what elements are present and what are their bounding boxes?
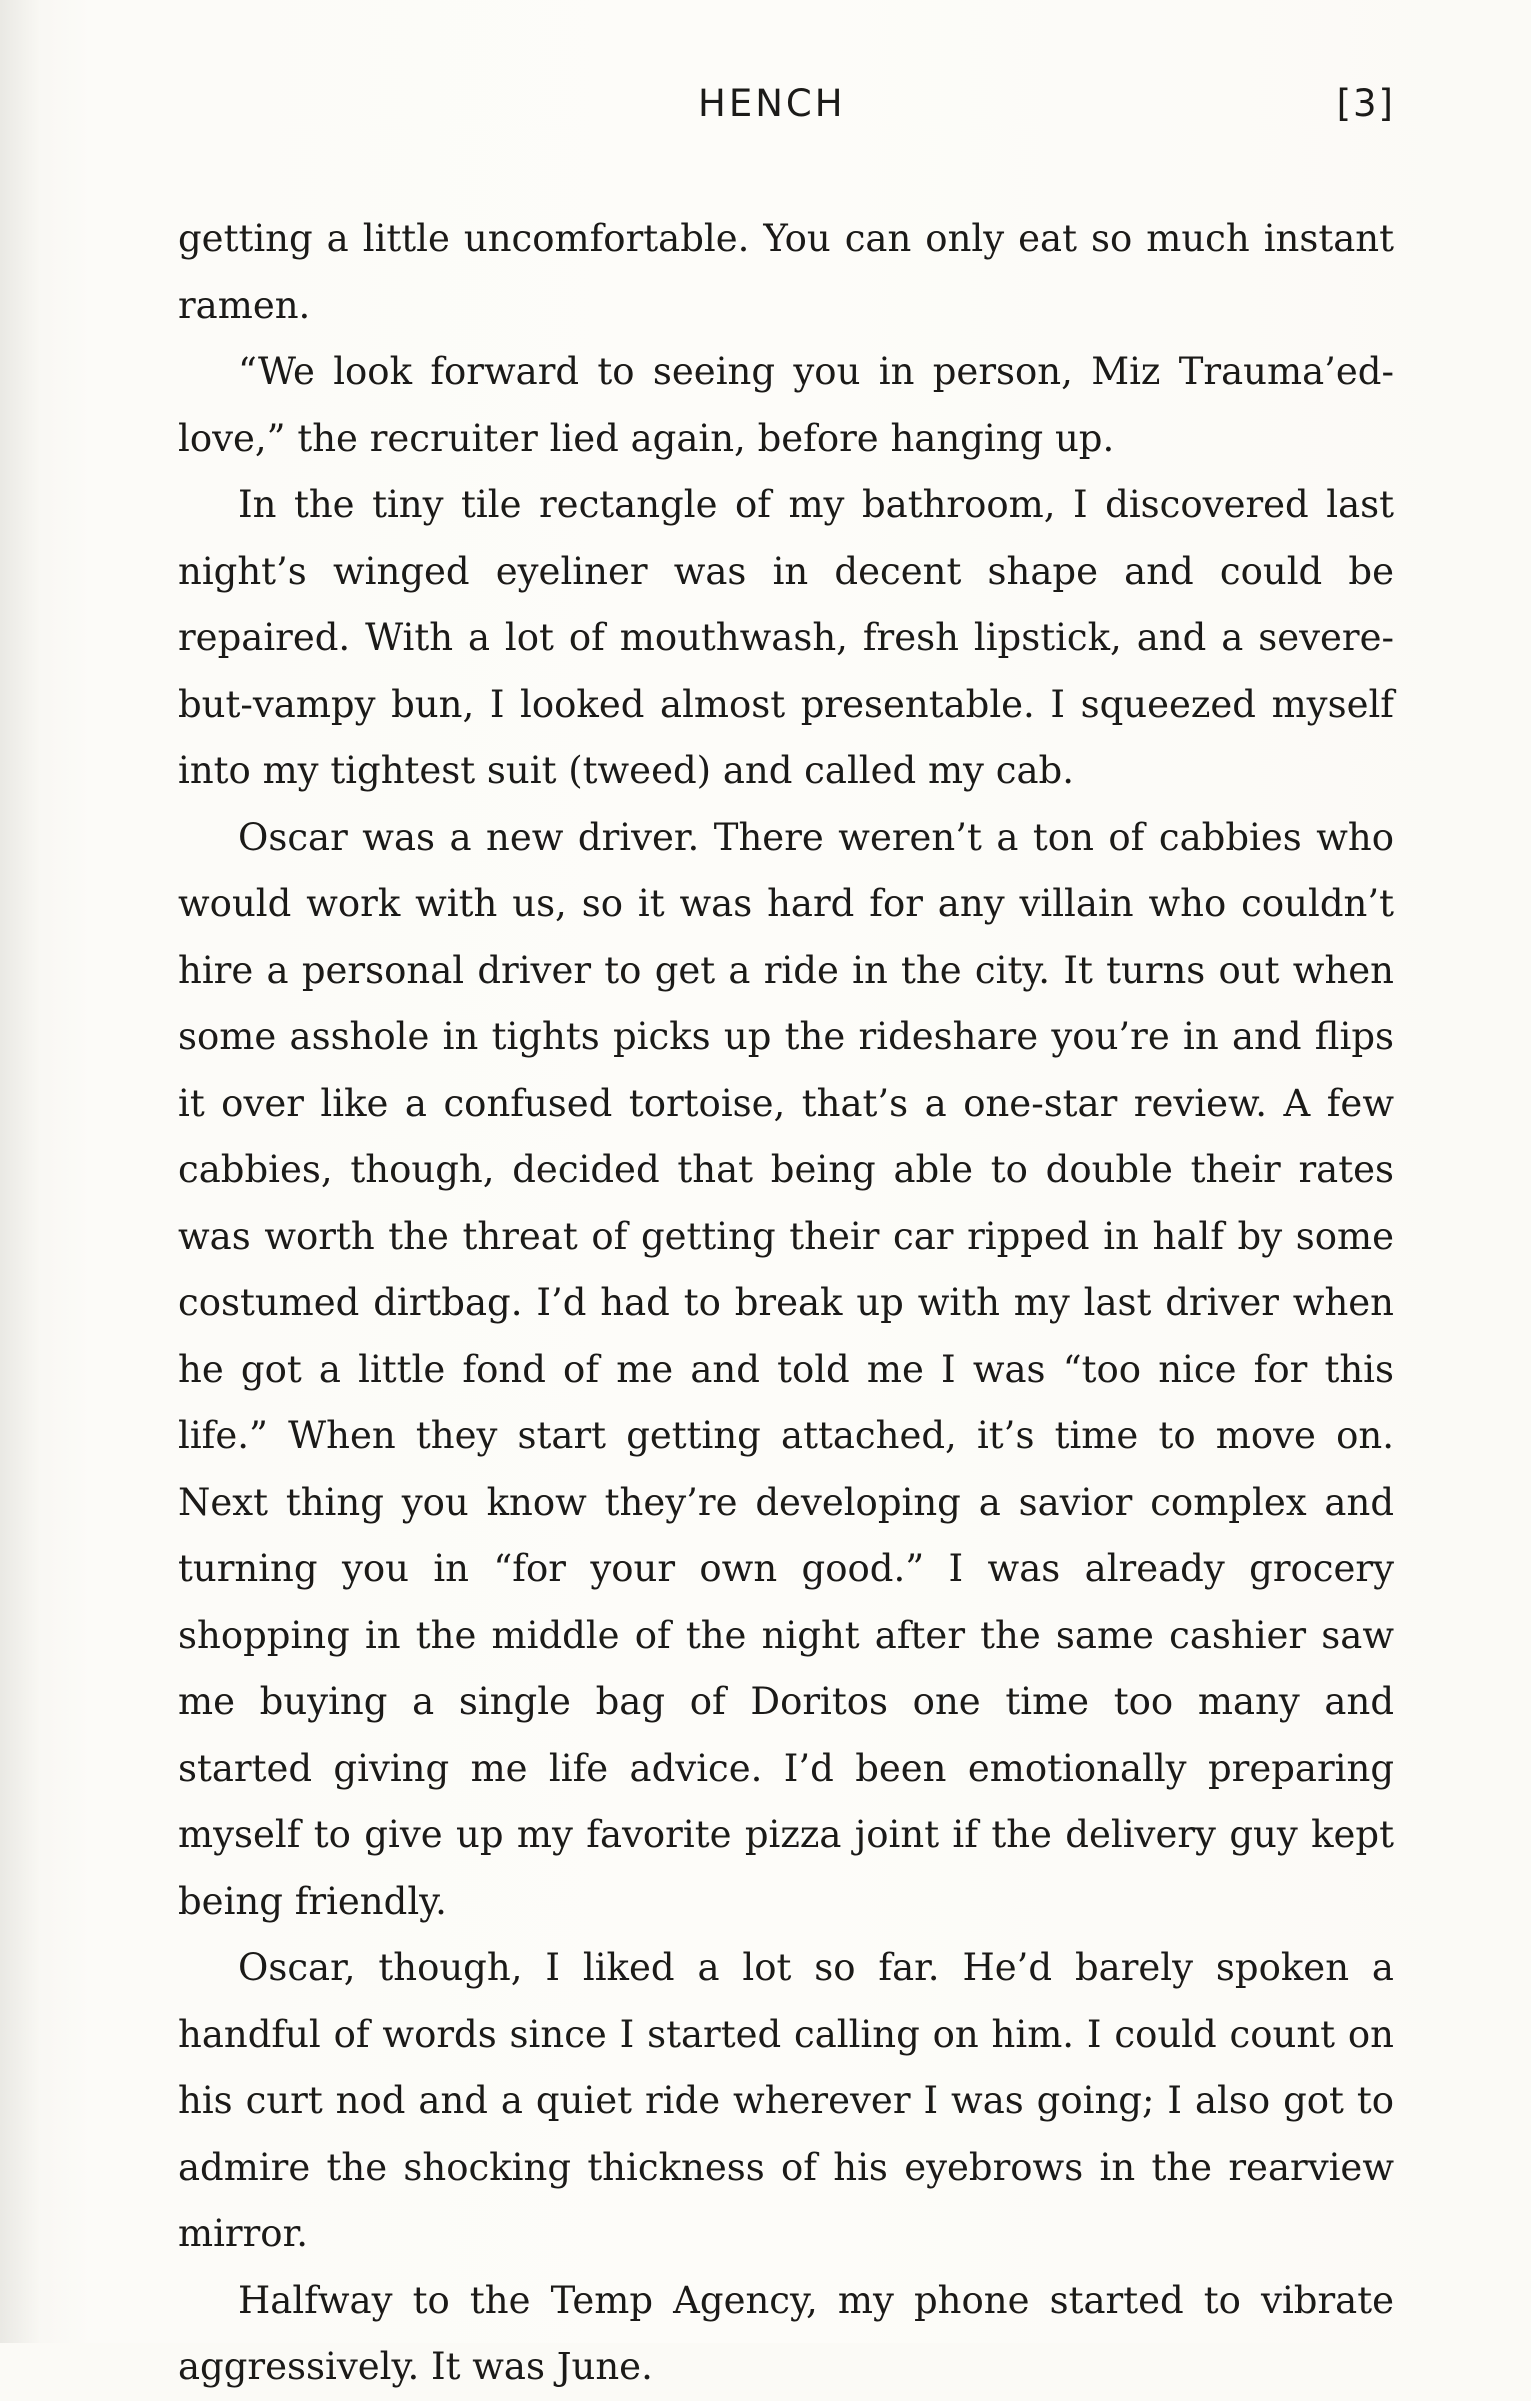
- book-title: HENCH: [698, 82, 846, 125]
- gutter-shadow: [0, 0, 40, 2343]
- paragraph: Oscar, though, I liked a lot so far. He’d barely spoken a handful of words since I started calling on him. I could count on his curt nod and a quiet ride wherever I was going; I also got to admire the shocking thickness of his eyebrows in the rearview mirror.: [178, 1946, 1394, 2255]
- paragraph: getting a little uncomfortable. You can only eat so much instant ramen.: [178, 217, 1394, 327]
- paragraph: Halfway to the Temp Agency, my phone started to vibrate aggressively. It was June.: [178, 2278, 1394, 2388]
- paragraph: “We look forward to seeing you in person, Miz Trauma’ed-love,” the recruiter lied again, before hanging up.: [178, 350, 1394, 460]
- paragraph: Oscar was a new driver. There weren’t a ton of cabbies who would work with us, so it was hard for any villain who couldn’t hire a personal driver to get a ride in the city. It turns out when some asshole in tights picks up the rideshare you’re in and flips it over like a confused tortoise, that’s a one-star review. A few cabbies, though, decided that being able to double their rates was worth the threat of getting their car ripped in half by some costumed dirtbag. I’d had to break up with my last driver when he got a little fond of me and told me I was “too nice for this life.” When they start getting attached, it’s time to move on. Next thing you know they’re developing a savior complex and turning you in “for your own good.” I was already grocery shopping in the middle of the night after the same cashier saw me buying a single bag of Doritos one time too many and started giving me life advice. I’d been emotionally preparing myself to give up my favorite pizza joint if the delivery guy kept being friendly.: [178, 815, 1394, 1923]
- body-text: [178, 206, 1394, 2401]
- page-number: [3]: [1336, 82, 1395, 125]
- running-head: [0, 82, 1531, 142]
- paragraph: In the tiny tile rectangle of my bathroom, I discovered last night’s winged eyeliner was in decent shape and could be repaired. With a lot of mouthwash, fresh lipstick, and a severe-but-vampy bun, I looked almost presentable. I squeezed myself into my tightest suit (tweed) and called my cab.: [178, 483, 1394, 792]
